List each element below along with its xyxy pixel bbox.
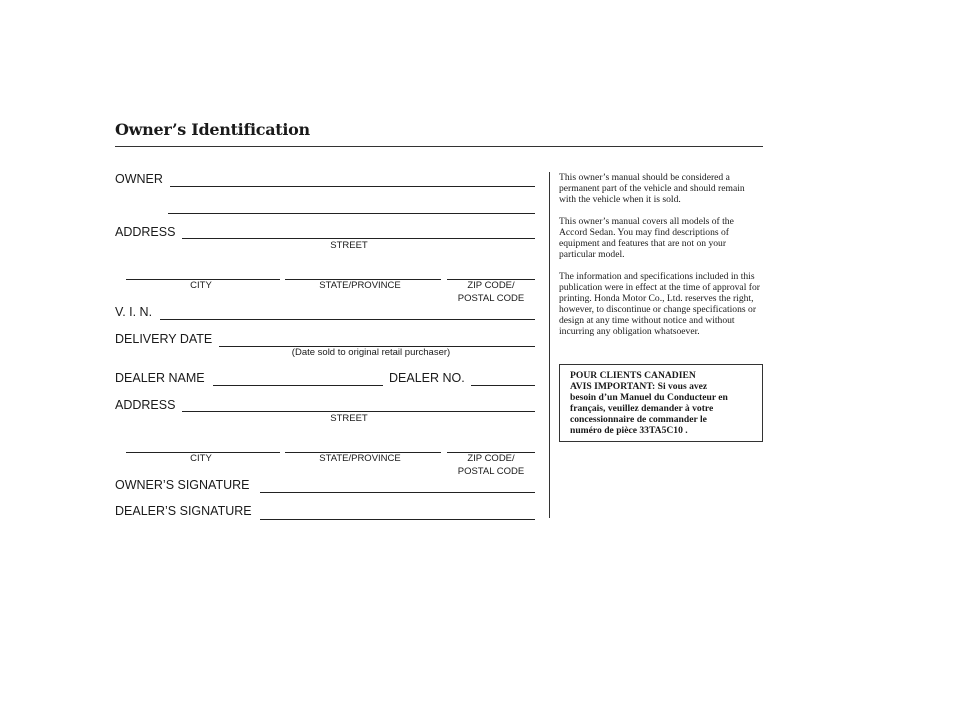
notice-line-4: français, veuillez demander à votre bbox=[570, 403, 714, 414]
notice-line-2: AVIS IMPORTANT: Si vous avez bbox=[570, 381, 708, 392]
vin-label: V. I. N. bbox=[115, 305, 153, 319]
notice-line-5: concessionnaire de commander le bbox=[570, 414, 707, 425]
owner-street-caption: STREET bbox=[330, 240, 368, 251]
delivery-date-caption: (Date sold to original retail purchaser) bbox=[291, 347, 451, 358]
title-divider bbox=[115, 146, 763, 147]
canadian-notice-text bbox=[570, 370, 762, 436]
owner-signature-label: OWNER’S SIGNATURE bbox=[115, 478, 250, 492]
dealer-city-caption: CITY bbox=[190, 453, 212, 464]
notice-line-1: POUR CLIENTS CANADIEN bbox=[570, 370, 696, 381]
delivery-date-label: DELIVERY DATE bbox=[115, 332, 213, 346]
dealer-signature-field[interactable] bbox=[260, 519, 535, 520]
notice-line-6: numéro de pièce 33TA5C10 . bbox=[570, 425, 688, 436]
dealer-street-field[interactable] bbox=[182, 411, 535, 412]
notice-line-3: besoin d’un Manuel du Conducteur en bbox=[570, 392, 728, 403]
dealer-name-field[interactable] bbox=[213, 385, 383, 386]
owner-state-caption: STATE/PROVINCE bbox=[319, 280, 401, 291]
dealer-name-label: DEALER NAME bbox=[115, 371, 205, 385]
info-paragraph-2: This owner’s manual covers all models of the Accord Sedan. You may find descriptions of equipment and features that are not on your particular model. bbox=[559, 216, 734, 260]
dealer-no-label: DEALER NO. bbox=[389, 371, 465, 385]
dealer-zip-caption-line1: ZIP CODE/ bbox=[467, 453, 515, 464]
dealer-zip-caption-line2: POSTAL CODE bbox=[457, 466, 525, 477]
dealer-street-caption: STREET bbox=[330, 413, 368, 424]
vin-field[interactable] bbox=[160, 319, 535, 320]
dealer-no-field[interactable] bbox=[471, 385, 535, 386]
owner-field-line-2[interactable] bbox=[168, 213, 535, 214]
owner-label: OWNER bbox=[115, 172, 163, 186]
page-title: Owner’s Identification bbox=[115, 120, 310, 139]
column-divider bbox=[549, 172, 550, 518]
owner-street-field[interactable] bbox=[182, 238, 535, 239]
owner-address-label: ADDRESS bbox=[115, 225, 176, 239]
owner-city-caption: CITY bbox=[190, 280, 212, 291]
dealer-address-label: ADDRESS bbox=[115, 398, 176, 412]
canadian-notice-box bbox=[559, 364, 763, 442]
owner-zip-caption-line1: ZIP CODE/ bbox=[467, 280, 515, 291]
info-paragraph-3: The information and specifications included in this publication were in effect at the time of approval for printing. Honda Motor Co., Ltd. reserves the right, however, to discontinue or change specifications or design at any time without notice and without incurring any obligation whatsoever. bbox=[559, 271, 760, 337]
info-paragraph-1: This owner’s manual should be considered a permanent part of the vehicle and should remain with the vehicle when it is sold. bbox=[559, 172, 745, 205]
owner-zip-caption-line2: POSTAL CODE bbox=[457, 293, 525, 304]
dealer-signature-label: DEALER’S SIGNATURE bbox=[115, 504, 252, 518]
dealer-state-caption: STATE/PROVINCE bbox=[319, 453, 401, 464]
owner-signature-field[interactable] bbox=[260, 492, 535, 493]
owner-field[interactable] bbox=[170, 186, 535, 187]
